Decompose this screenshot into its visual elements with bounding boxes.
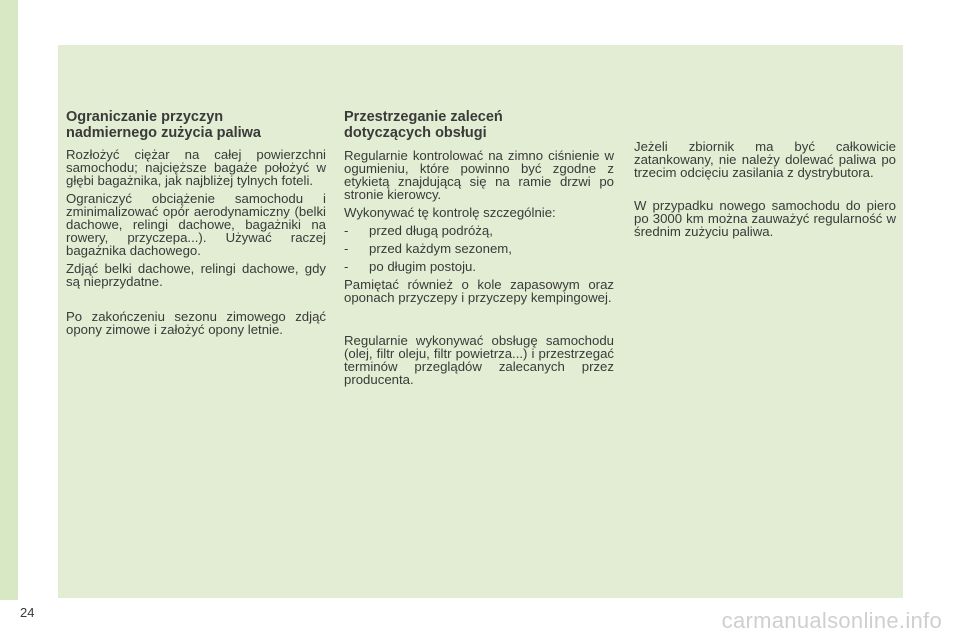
list-item-text: przed każdym sezonem, xyxy=(369,241,512,256)
section-heading: Ograniczanie przyczyn nadmiernego zużycia paliwa xyxy=(66,109,261,141)
list-item-text: po długim postoju. xyxy=(369,259,477,274)
paragraph: Jeżeli zbiornik ma być całkowicie zatankowany, nie należy dolewać paliwa po trzecim odcięciu zasilania z dystrybutora. xyxy=(634,139,896,180)
paragraph: Pamiętać również o kole zapasowym oraz oponach przyczepy i przyczepy kempingowej. xyxy=(344,277,614,305)
list-item-text: przed długą podróżą, xyxy=(369,223,493,238)
paragraph: W przypadku nowego samochodu do piero po 3000 km można zauważyć regularność w średnim zużyciu paliwa. xyxy=(634,198,896,239)
column-fuel-consumption xyxy=(66,109,326,341)
list-item xyxy=(344,224,614,237)
section-heading: Przestrzeganie zaleceń dotyczących obsługi xyxy=(344,109,503,141)
paragraph: Regularnie wykonywać obsługę samochodu (olej, filtr oleju, filtr powietrza...) i przestrzegać terminów przeglądów zalecanych przez producenta. xyxy=(344,333,614,387)
paragraph: Ograniczyć obciążenie samochodu i zminimalizować opór aerodynamiczny (belki dachowe, relingi dachowe, bagażniki na rowery, przyczepa...). Używać raczej bagażnika dachowego. xyxy=(66,191,326,258)
paragraph: Po zakończeniu sezonu zimowego zdjąć opony zimowe i założyć opony letnie. xyxy=(66,309,326,337)
list-item xyxy=(344,242,614,255)
dash-bullet: - xyxy=(344,259,349,274)
paragraph: Wykonywać tę kontrolę szczególnie: xyxy=(344,205,556,220)
list-item xyxy=(344,260,614,273)
left-margin-strip xyxy=(0,0,18,600)
paragraph: Zdjąć belki dachowe, relingi dachowe, gdy są nieprzydatne. xyxy=(66,261,326,289)
column-refuelling xyxy=(634,140,896,243)
dash-bullet: - xyxy=(344,223,349,238)
watermark: carmanualsonline.info xyxy=(721,608,942,633)
column-maintenance xyxy=(344,109,614,391)
paragraph: Rozłożyć ciężar na całej powierzchni samochodu; najcięższe bagaże położyć w głębi bagażnika, jak najbliżej tylnych foteli. xyxy=(66,147,326,188)
dash-bullet: - xyxy=(344,241,349,256)
page-number: 24 xyxy=(20,605,35,620)
paragraph: Regularnie kontrolować na zimno ciśnienie w ogumieniu, które powinno być zgodne z etykietą znajdującą się na ramie drzwi po stronie kierowcy. xyxy=(344,148,614,202)
